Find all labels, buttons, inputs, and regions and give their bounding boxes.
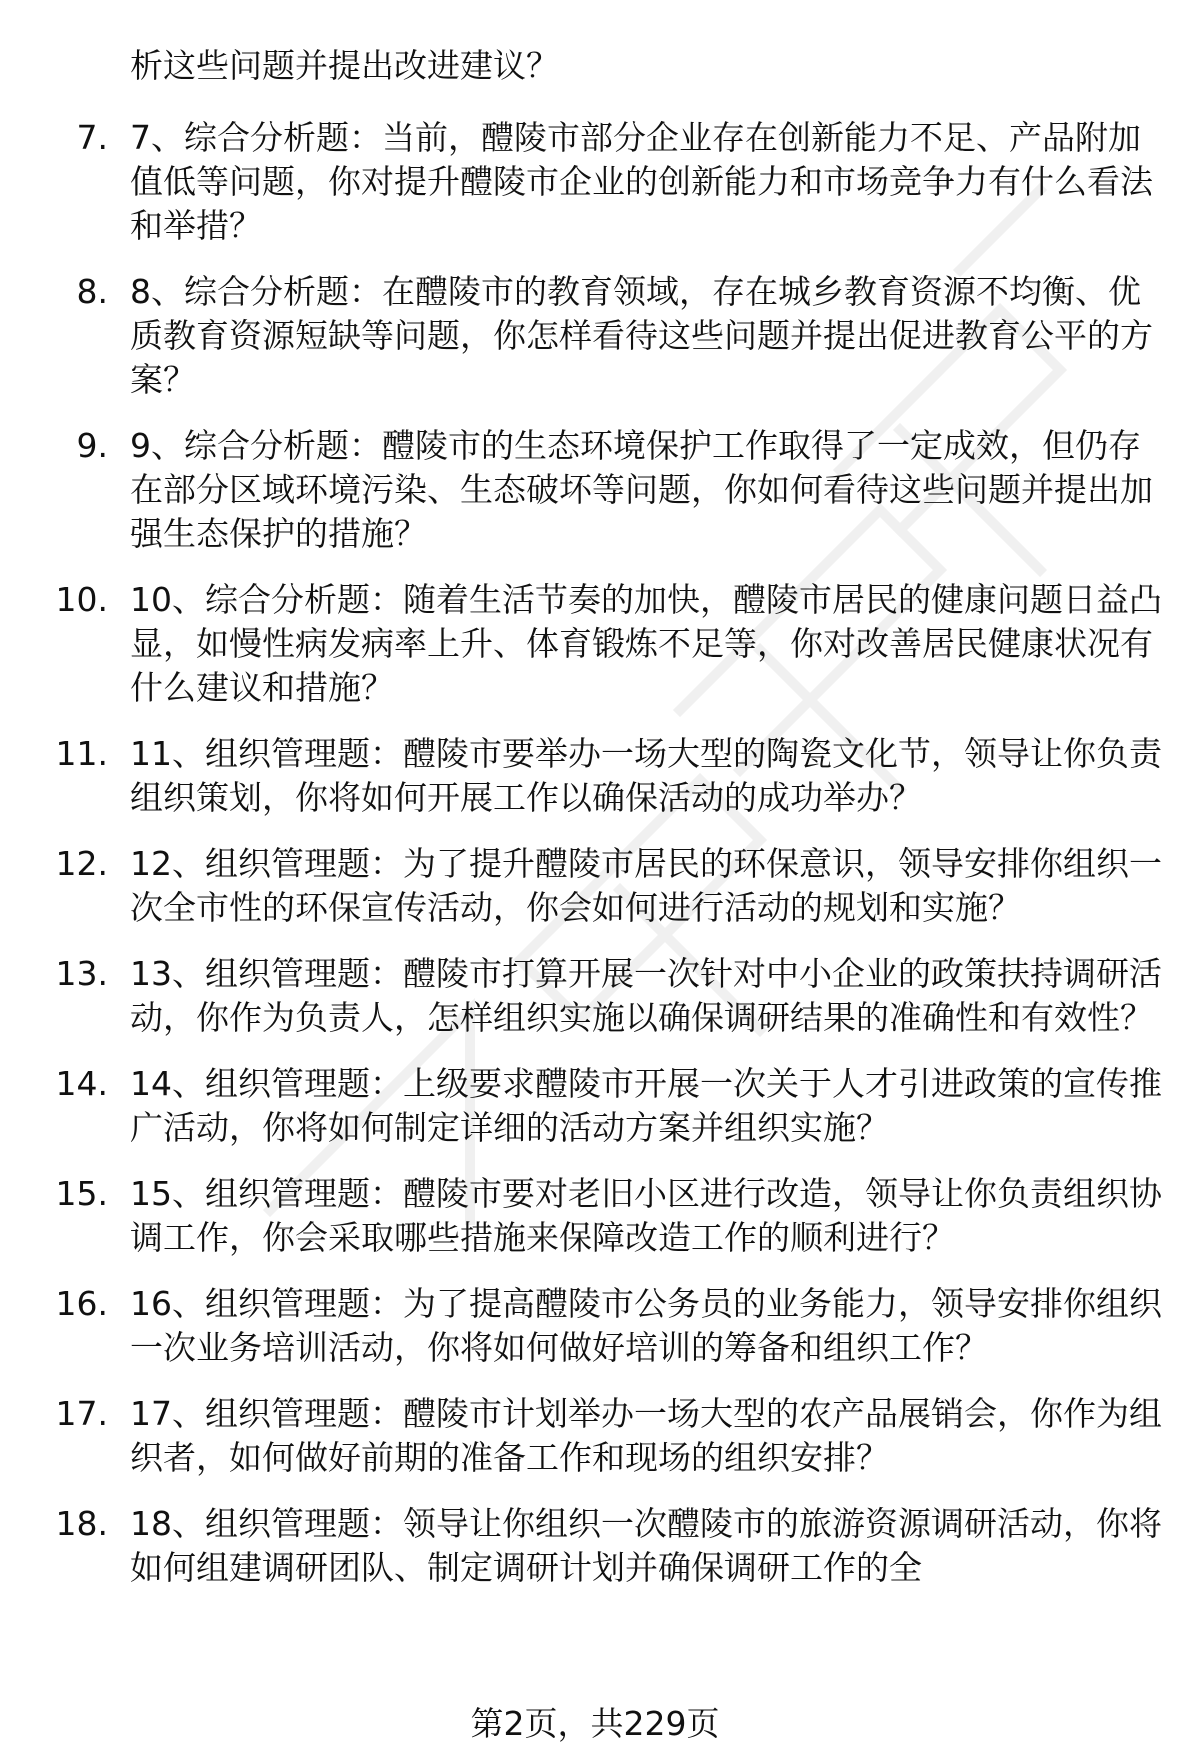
item-number: 10. — [55, 580, 108, 619]
item-number: 11. — [55, 734, 108, 773]
continued-question-text: 析这些问题并提出改进建议？ — [130, 46, 559, 85]
list-item — [0, 732, 1190, 820]
question-list — [0, 116, 1190, 1612]
list-item — [0, 1502, 1190, 1590]
list-item — [0, 1062, 1190, 1150]
item-number: 7. — [76, 118, 108, 157]
item-text: 9、综合分析题：醴陵市的生态环境保护工作取得了一定成效，但仍存在部分区域环境污染、生态破坏等问题，你如何看待这些问题并提出加强生态保护的措施？ — [130, 426, 1153, 553]
item-text: 18、组织管理题：领导让你组织一次醴陵市的旅游资源调研活动，你将如何组建调研团队、制定调研计划并确保调研工作的全 — [130, 1504, 1162, 1587]
list-item — [0, 1172, 1190, 1260]
item-text: 17、组织管理题：醴陵市计划举办一场大型的农产品展销会，你作为组织者，如何做好前期的准备工作和现场的组织安排？ — [130, 1394, 1162, 1477]
list-item — [0, 952, 1190, 1040]
item-text: 8、综合分析题：在醴陵市的教育领域，存在城乡教育资源不均衡、优质教育资源短缺等问题，你怎样看待这些问题并提出促进教育公平的方案？ — [130, 272, 1153, 399]
list-item — [0, 578, 1190, 710]
item-number: 16. — [55, 1284, 108, 1323]
page-footer: 第2页，共229页 — [470, 1704, 720, 1743]
list-item — [0, 116, 1190, 248]
item-number: 9. — [76, 426, 108, 465]
list-item — [0, 842, 1190, 930]
list-item — [0, 1392, 1190, 1480]
item-number: 12. — [55, 844, 108, 883]
list-item — [0, 270, 1190, 402]
item-text: 14、组织管理题：上级要求醴陵市开展一次关于人才引进政策的宣传推广活动，你将如何制定详细的活动方案并组织实施？ — [130, 1064, 1162, 1147]
item-number: 13. — [55, 954, 108, 993]
list-item — [0, 1282, 1190, 1370]
item-number: 17. — [55, 1394, 108, 1433]
list-item — [0, 424, 1190, 556]
item-number: 8. — [76, 272, 108, 311]
item-text: 15、组织管理题：醴陵市要对老旧小区进行改造，领导让你负责组织协调工作，你会采取哪些措施来保障改造工作的顺利进行？ — [130, 1174, 1162, 1257]
item-text: 7、综合分析题：当前，醴陵市部分企业存在创新能力不足、产品附加值低等问题，你对提升醴陵市企业的创新能力和市场竞争力有什么看法和举措？ — [130, 118, 1153, 245]
item-text: 16、组织管理题：为了提高醴陵市公务员的业务能力，领导安排你组织一次业务培训活动，你将如何做好培训的筹备和组织工作？ — [130, 1284, 1162, 1367]
item-text: 12、组织管理题：为了提升醴陵市居民的环保意识，领导安排你组织一次全市性的环保宣传活动，你会如何进行活动的规划和实施？ — [130, 844, 1162, 927]
item-number: 18. — [55, 1504, 108, 1543]
item-text: 13、组织管理题：醴陵市打算开展一次针对中小企业的政策扶持调研活动，你作为负责人，怎样组织实施以确保调研结果的准确性和有效性？ — [130, 954, 1162, 1037]
item-text: 10、综合分析题：随着生活节奏的加快，醴陵市居民的健康问题日益凸显，如慢性病发病率上升、体育锻炼不足等，你对改善居民健康状况有什么建议和措施？ — [130, 580, 1162, 707]
item-text: 11、组织管理题：醴陵市要举办一场大型的陶瓷文化节，领导让你负责组织策划，你将如何开展工作以确保活动的成功举办？ — [130, 734, 1162, 817]
item-number: 15. — [55, 1174, 108, 1213]
item-number: 14. — [55, 1064, 108, 1103]
